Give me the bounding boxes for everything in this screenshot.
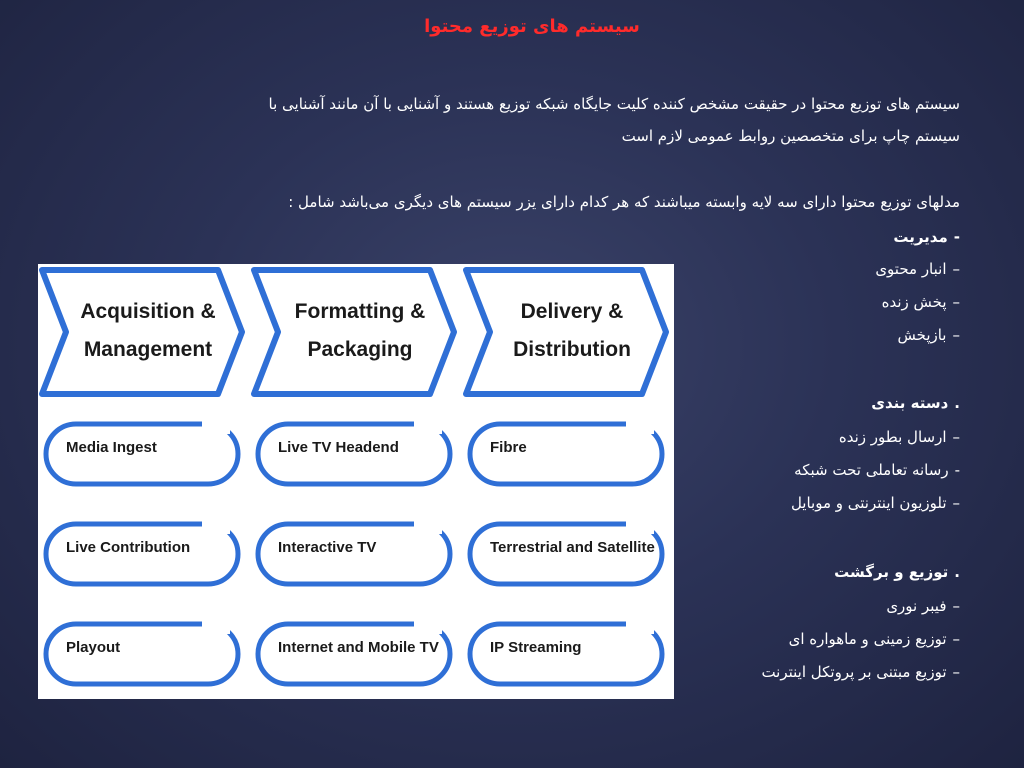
outline-item [875,260,960,278]
item-box-gap [202,420,230,434]
outline-item [789,630,960,648]
item-box-gap [414,420,442,434]
outline-marker: – [952,663,960,681]
header-chevron [254,270,454,394]
distribution-diagram [38,264,674,699]
header-label-line-1: Acquisition & [80,300,216,323]
intro-line-2: سیستم چاپ برای متخصصین روابط عمومی لازم است [621,127,960,145]
diagram-svg [38,264,674,699]
models-paragraph: مدلهای توزیع محتوا دارای سه لایه وابسته میباشند که هر کدام دارای یزر سیستم های دیگری می‌باشد شامل : [288,193,960,211]
outline-marker: . [954,563,960,581]
outline-text: توزیع زمینی و ماهواره ای [788,630,947,648]
outline-item [886,597,960,615]
item-label: Fibre [490,439,527,456]
outline-text: پخش زنده [881,293,947,311]
item-box-gap [202,520,230,534]
item-label: IP Streaming [490,639,582,656]
item-box-gap [414,520,442,534]
outline-text: بازپخش [897,326,947,344]
item-box-gap [626,620,654,634]
outline-marker: – [952,630,960,648]
outline-item [839,428,960,446]
outline-text: توزیع و برگشت [834,563,949,581]
outline-marker: – [952,293,960,311]
outline-heading [834,563,960,581]
outline-text: انبار محتوی [875,260,947,278]
header-chevron [42,270,242,394]
outline-item [898,326,960,344]
outline-item [791,494,960,512]
outline-item [761,663,960,681]
outline-text: ارسال بطور زنده [838,428,947,446]
header-label-line-2: Management [83,338,213,361]
header-chevron [466,270,666,394]
slide-title: سیستم های توزیع محتوا [424,16,640,37]
outline-marker: – [952,260,960,278]
outline-marker: – [952,326,960,344]
outline-item [794,461,960,479]
outline-text: توزیع مبتنی بر پروتکل اینترنت [761,663,947,681]
header-label-line-1: Formatting & [294,300,426,323]
outline-marker: - [954,461,960,479]
outline-marker: - [953,228,960,246]
outline-text: مدیریت [893,228,948,246]
item-label: Internet and Mobile TV [278,639,439,656]
intro-line-1: سیستم های توزیع محتوا در حقیقت مشخص کننده کلیت جایگاه شبکه توزیع هستند و آشنایی با آن مانند آشنایی با [268,95,960,113]
header-label-line-2: Distribution [513,338,631,361]
item-label: Terrestrial and Satellite [490,539,655,556]
outline-text: رسانه تعاملی تحت شبکه [794,461,949,479]
outline-heading [893,228,960,246]
outline-text: تلوزیون اینترنتی و موبایل [790,494,947,512]
intro-paragraph [120,88,960,152]
item-label: Live TV Headend [278,439,399,456]
header-label-line-1: Delivery & [520,300,624,323]
item-label: Interactive TV [278,539,377,556]
item-box-gap [202,620,230,634]
item-label: Media Ingest [66,439,157,456]
item-label: Playout [66,639,121,656]
header-label-line-2: Packaging [307,338,413,361]
item-box-gap [626,420,654,434]
outline-heading [871,394,960,412]
outline-marker: – [952,597,960,615]
outline-marker: – [952,494,960,512]
item-box-gap [414,620,442,634]
outline-text: دسته بندی [871,394,949,412]
outline-marker: . [954,394,960,412]
outline-text: فیبر نوری [886,597,947,615]
item-label: Live Contribution [66,539,191,556]
outline-marker: – [952,428,960,446]
outline-item [882,293,960,311]
item-box-gap [626,520,654,534]
